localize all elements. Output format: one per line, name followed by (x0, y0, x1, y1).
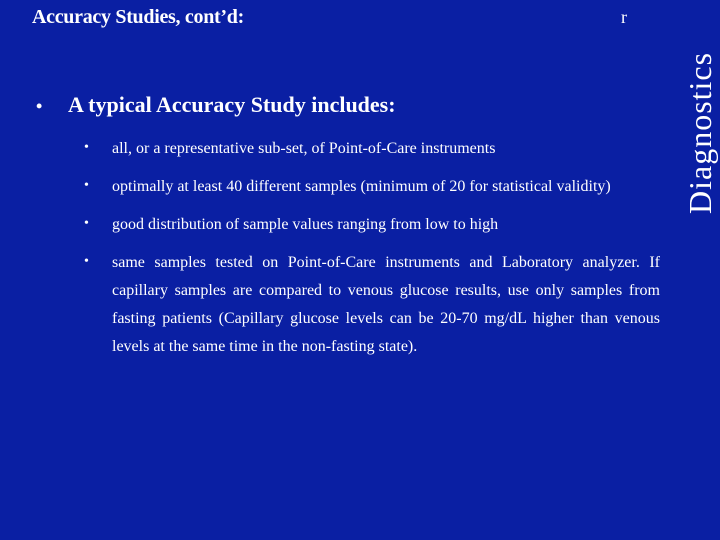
main-point (36, 92, 396, 118)
slide-title: Accuracy Studies, cont’d: (32, 6, 244, 28)
main-point-text: A typical Accuracy Study includes: (68, 92, 396, 117)
sub-point-list (84, 135, 660, 371)
stray-mark: r (621, 7, 627, 27)
bullet-icon: • (36, 96, 43, 116)
sub-point-text: optimally at least 40 different samples (minimum of 20 for statistical validity) (112, 178, 611, 195)
sub-point (84, 135, 660, 163)
sub-point-text: good distribution of sample values ranging from low to high (112, 216, 499, 233)
side-brand-logo: Diagnostics (682, 51, 718, 214)
sub-bullet-icon: • (84, 178, 89, 193)
sub-bullet-icon: • (84, 140, 89, 155)
sub-bullet-icon: • (84, 254, 89, 269)
sub-bullet-icon: • (84, 216, 89, 231)
sub-point-text: same samples tested on Point-of-Care instruments and Laboratory analyzer. If capillary samples are compared to venous glucose results, use only samples from fasting patients (Capillary glucose levels can be 20-70 mg/dL higher than venous levels at the same time in the non-fasting state). (112, 254, 660, 355)
sub-point-text: all, or a representative sub-set, of Point-of-Care instruments (112, 140, 496, 157)
sub-point (84, 173, 660, 201)
sub-point (84, 249, 660, 361)
sub-point (84, 211, 660, 239)
